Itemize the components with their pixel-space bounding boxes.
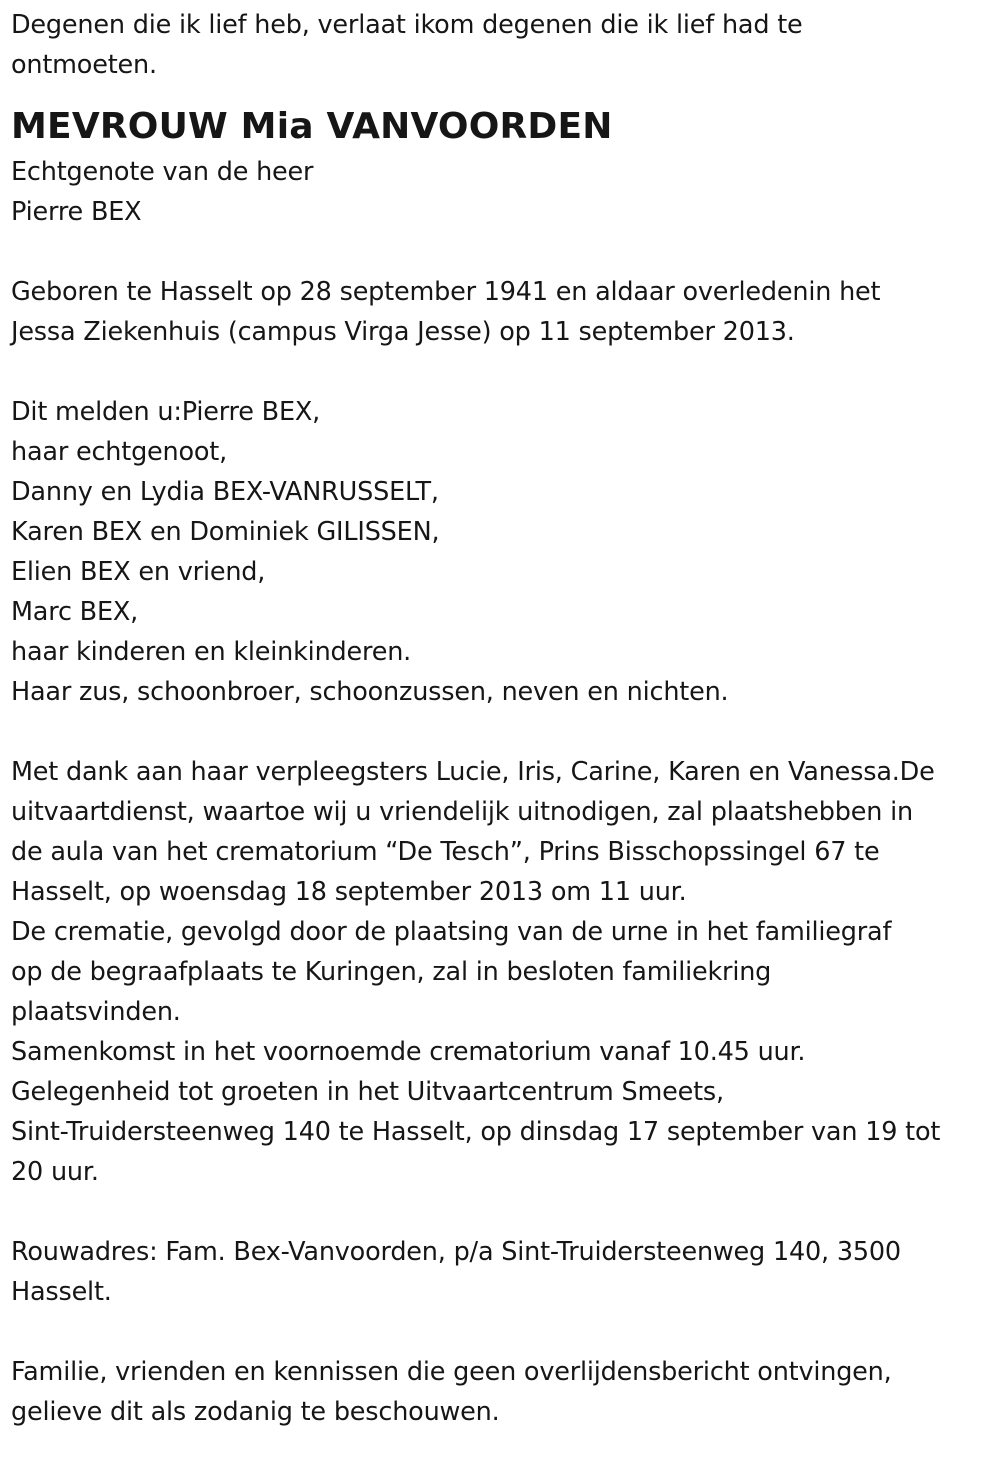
text-line: Geboren te Hasselt op 28 september 1941 en aldaar overledenin het [11, 277, 881, 307]
text-line: Hasselt, op woensdag 18 september 2013 om 11 uur. [11, 877, 687, 907]
text-line: Rouwadres: Fam. Bex-Vanvoorden, p/a Sint-Truidersteenweg 140, 3500 [11, 1237, 901, 1267]
text-line: op de begraafplaats te Kuringen, zal in besloten familiekring [11, 957, 772, 987]
ceremony-paragraph [11, 752, 996, 1192]
deceased-name-heading: MEVROUW Mia VANVOORDEN [11, 106, 613, 147]
paragraph-gap [11, 712, 996, 752]
text-line: Samenkomst in het voornoemde crematorium vanaf 10.45 uur. [11, 1037, 806, 1067]
text-line: Jessa Ziekenhuis (campus Virga Jesse) op 11 september 2013. [11, 317, 795, 347]
paragraph-gap [11, 1312, 996, 1352]
obituary-document [11, 5, 996, 1432]
mourning-address-paragraph [11, 1232, 996, 1312]
text-line: Hasselt. [11, 1277, 112, 1307]
motto-line: Degenen die ik lief heb, verlaat ikom degenen die ik lief had te [11, 10, 803, 40]
paragraph-gap [11, 352, 996, 392]
spouse-line: Echtgenote van de heer [11, 157, 314, 187]
text-line: De crematie, gevolgd door de plaatsing van de urne in het familiegraf [11, 917, 892, 947]
motto [11, 5, 996, 85]
announcers-paragraph [11, 392, 996, 712]
text-line: gelieve dit als zodanig te beschouwen. [11, 1397, 500, 1427]
text-line: plaatsvinden. [11, 997, 181, 1027]
announcer-line: haar echtgenoot, [11, 437, 228, 467]
motto-line: ontmoeten. [11, 50, 157, 80]
text-line: Gelegenheid tot groeten in het Uitvaartcentrum Smeets, [11, 1077, 724, 1107]
announcer-line: Karen BEX en Dominiek GILISSEN, [11, 517, 440, 547]
spouse-block [11, 152, 996, 232]
spouse-line: Pierre BEX [11, 197, 142, 227]
text-line: Sint-Truidersteenweg 140 te Hasselt, op dinsdag 17 september van 19 tot [11, 1117, 941, 1147]
announcer-line: Haar zus, schoonbroer, schoonzussen, neven en nichten. [11, 677, 729, 707]
closing-paragraph [11, 1352, 996, 1432]
text-line: uitvaartdienst, waartoe wij u vriendelijk uitnodigen, zal plaatshebben in [11, 797, 913, 827]
announcer-line: Dit melden u:Pierre BEX, [11, 397, 321, 427]
paragraph-gap [11, 1192, 996, 1232]
announcer-line: Danny en Lydia BEX-VANRUSSELT, [11, 477, 439, 507]
text-line: de aula van het crematorium “De Tesch”, Prins Bisschopssingel 67 te [11, 837, 880, 867]
birth-death-paragraph [11, 272, 996, 352]
text-line: 20 uur. [11, 1157, 99, 1187]
text-line: Familie, vrienden en kennissen die geen overlijdensbericht ontvingen, [11, 1357, 892, 1387]
text-line: Met dank aan haar verpleegsters Lucie, Iris, Carine, Karen en Vanessa.De [11, 757, 935, 787]
announcer-line: haar kinderen en kleinkinderen. [11, 637, 412, 667]
announcer-line: Marc BEX, [11, 597, 139, 627]
paragraph-gap [11, 232, 996, 272]
announcer-line: Elien BEX en vriend, [11, 557, 266, 587]
